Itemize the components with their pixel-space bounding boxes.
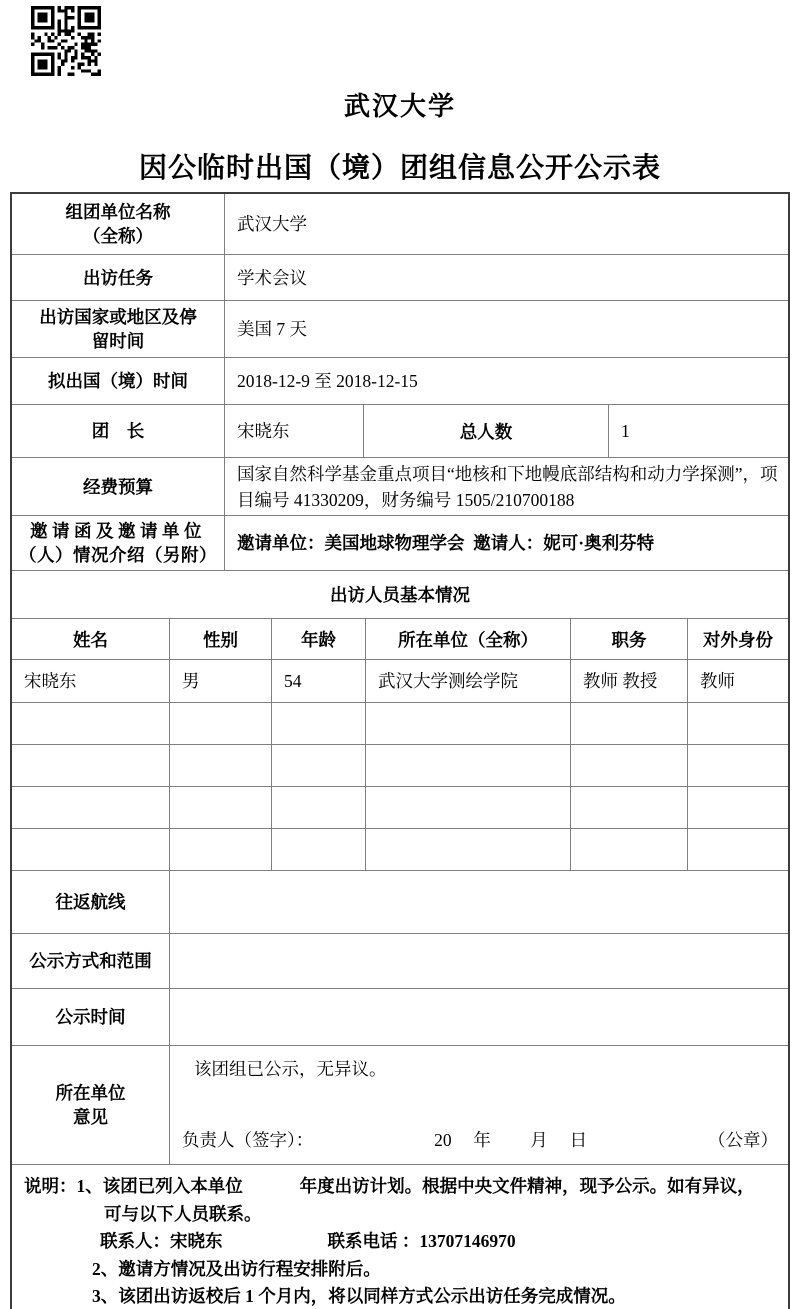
country-value: 美国 7 天 — [224, 301, 788, 357]
unit-opinion-value — [169, 1046, 788, 1164]
budget-label: 经费预算 — [83, 476, 153, 497]
personnel-data-row — [12, 659, 788, 702]
table-row — [12, 933, 788, 988]
person-age: 54 — [271, 660, 365, 702]
table-row — [12, 404, 788, 457]
col-header-age: 年龄 — [271, 619, 365, 659]
invitation-label: 邀请函及邀请单位 （人）情况介绍（另附） — [19, 521, 217, 565]
personnel-empty-row — [12, 702, 788, 744]
col-header-identity: 对外身份 — [687, 619, 788, 659]
table-row — [12, 357, 788, 404]
qr-code-icon — [30, 6, 102, 76]
unit-name-value: 武汉大学 — [224, 194, 788, 254]
total-count-value: 1 — [608, 405, 788, 457]
table-row — [12, 457, 788, 515]
sign-seal: （公章） — [708, 1130, 778, 1150]
date-value: 2018-12-9 至 2018-12-15 — [224, 358, 788, 404]
note-line: 说明：1、该团已列入本单位 年度出访计划。根据中央文件精神，现予公示。如有异议， — [24, 1176, 755, 1196]
signature-line — [182, 1127, 778, 1152]
col-header-gender: 性别 — [169, 619, 271, 659]
personnel-header-row — [12, 618, 788, 659]
personnel-empty-row — [12, 828, 788, 870]
col-header-unit: 所在单位（全称） — [365, 619, 570, 659]
table-row — [12, 870, 788, 933]
table-row — [12, 515, 788, 570]
publicity-method-label: 公示方式和范围 — [29, 951, 152, 971]
total-count-label: 总人数 — [363, 405, 608, 457]
publicity-time-label: 公示时间 — [55, 1007, 126, 1027]
person-name: 宋晓东 — [24, 671, 77, 691]
col-header-title: 职务 — [570, 619, 687, 659]
country-label: 出访国家或地区及停 留时间 — [39, 307, 197, 351]
route-label: 往返航线 — [55, 892, 126, 912]
unit-opinion-row — [12, 1045, 788, 1164]
route-value — [169, 871, 788, 933]
table-row — [12, 300, 788, 357]
personnel-section-band — [12, 570, 788, 618]
table-row — [12, 254, 788, 300]
leader-value: 宋晓东 — [224, 405, 363, 457]
notes-section — [12, 1164, 788, 1309]
personnel-empty-row — [12, 744, 788, 786]
unit-opinion-label: 所在单位 意见 — [55, 1083, 126, 1127]
page-subtitle: 因公临时出国（境）团组信息公开公示表 — [138, 153, 661, 184]
table-row — [12, 988, 788, 1045]
opinion-statement: 该团组已公示，无异议。 — [194, 1059, 387, 1079]
page-title: 武汉大学 — [343, 92, 456, 121]
personnel-section-title: 出访人员基本情况 — [330, 585, 470, 605]
col-header-name: 姓名 — [73, 629, 108, 650]
note-line: 联系人：宋晓东 联系电话 ：13707146970 — [100, 1231, 516, 1251]
publicity-time-value — [169, 989, 788, 1045]
task-label: 出访任务 — [83, 267, 153, 288]
person-identity: 教师 — [687, 660, 788, 702]
date-label: 拟出国（境）时间 — [48, 371, 188, 391]
table-row — [12, 194, 788, 254]
disclosure-form-table — [10, 192, 790, 1309]
budget-value: 国家自然科学基金重点项目“地核和下地幔底部结构和动力学探测”，项目编号 41330209，财务编号 1505/210700188 — [224, 458, 788, 515]
leader-label: 团 长 — [91, 421, 145, 441]
note-line: 2、邀请方情况及出访行程安排附后。 — [92, 1258, 381, 1279]
unit-name-label: 组团单位名称 （全称） — [65, 202, 171, 246]
person-gender: 男 — [169, 660, 271, 702]
sign-head: 负责人（签字）： — [182, 1130, 314, 1150]
person-unit: 武汉大学测绘学院 — [365, 660, 570, 702]
personnel-empty-row — [12, 786, 788, 828]
note-line: 3、该团出访返校后 1 个月内，将以同样方式公示出访任务完成情况。 — [92, 1286, 626, 1306]
note-line: 可与以下人员联系。 — [104, 1203, 262, 1224]
task-value: 学术会议 — [224, 255, 788, 300]
publicity-method-value — [169, 934, 788, 988]
person-title: 教师 教授 — [570, 660, 687, 702]
invitation-value: 邀请单位：美国地球物理学会 邀请人：妮可·奥利芬特 — [224, 516, 788, 570]
sign-date: 20 年 月 日 — [434, 1130, 588, 1150]
